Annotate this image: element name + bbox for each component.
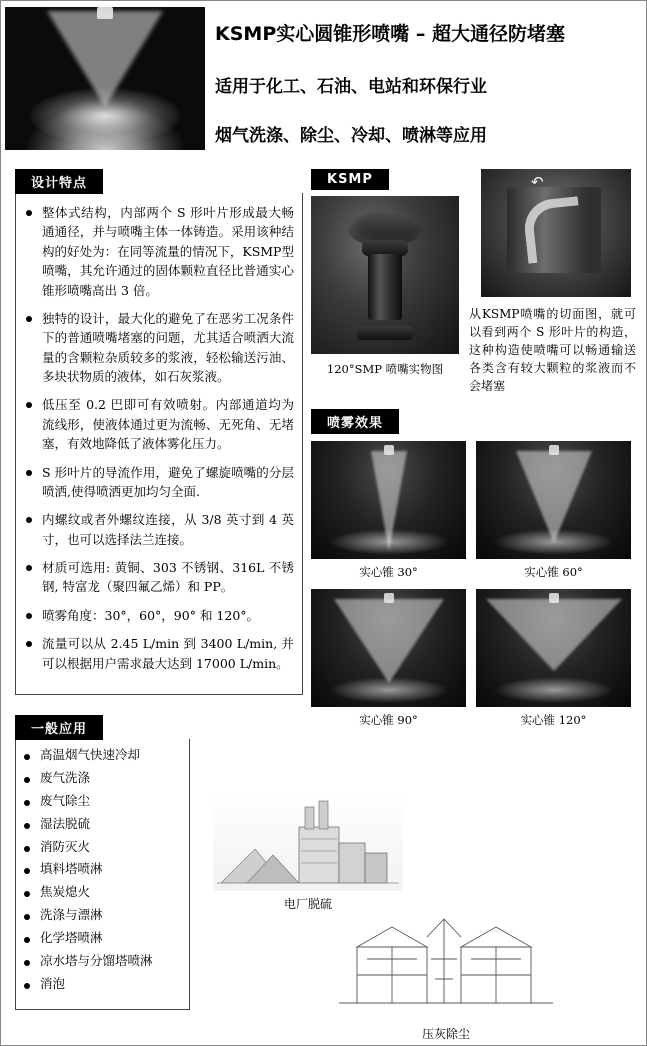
applications-list [18,747,183,993]
spray-impact-glow [329,529,449,555]
dust-removal-drawing [331,913,561,1021]
design-features-title: 设计特点 [15,169,103,194]
list-item: 废气洗涤 [18,770,183,787]
list-item: 湿法脱硫 [18,816,183,833]
nozzle-photo-caption: 120°SMP 喷嘴实物图 [326,362,444,376]
design-features-list [20,203,294,673]
ksmp-cutaway-block [469,169,636,395]
plant-drawing [213,791,403,891]
list-item: 消泡 [18,976,183,993]
list-item: 化学塔喷淋 [18,930,183,947]
spray-pattern-60 [476,441,631,559]
document-header [1,1,646,156]
spray-pattern-60-cell [476,441,631,580]
nozzle-cutaway-photo [481,169,631,297]
spray-caption: 实心锥 120° [520,713,587,727]
list-item: 流量可以从 2.45 L/min 到 3400 L/min, 并可以根据用户需求最大达到 17000 L/min。 [20,634,294,673]
list-item: 消防灭火 [18,839,183,856]
list-item: 废气除尘 [18,793,183,810]
nozzle-photo [311,196,459,354]
spray-effect-grid [311,441,636,728]
ash-dust-removal-illustration [331,913,561,1021]
spray-impact-glow [30,88,180,144]
header-text-block [215,7,642,156]
design-features-box [15,193,303,695]
list-item: 内螺纹或者外螺纹连接，从 3/8 英寸到 4 英寸，也可以选择法兰连接。 [20,510,294,549]
spray-pattern-120 [476,589,631,707]
page-title: KSMP实心圆锥形喷嘴 – 超大通径防堵塞 [215,23,565,45]
spray-impact-glow [494,677,614,703]
list-item: 喷雾角度：30°，60°，90° 和 120°。 [20,606,294,625]
spray-pattern-90 [311,589,466,707]
applications-box [15,739,190,1010]
power-plant-desulfurization-illustration [213,791,403,891]
list-item: 独特的设计，最大化的避免了在恶劣工况条件下的普通喷嘴堵塞的问题，尤其适合喷洒大流量的含颗粒杂质较多的浆液，轻松输送污油、多块状物质的液体，如石灰浆液。 [20,309,294,387]
spray-impact-glow [494,529,614,555]
spray-caption: 实心锥 30° [359,565,418,579]
nozzle-base-icon [357,326,413,340]
right-column [311,169,636,728]
document-page [1,1,646,1045]
spray-caption: 实心锥 60° [524,565,583,579]
spray-cone-shape [334,599,444,683]
flow-arrow-icon: ↶ [531,175,544,191]
spray-cone-photo [5,7,205,150]
cutaway-note: 从KSMP喷嘴的切面图，就可以看到两个 S 形叶片的构造，这种构造使喷嘴可以畅通输送各类含有较大颗粒的浆液而不会堵塞 [469,307,636,393]
list-item: 凉水塔与分馏塔喷淋 [18,953,183,970]
list-item: 焦炭熄火 [18,884,183,901]
header-subtitle-industries: 适用于化工、石油、电站和环保行业 [215,77,487,97]
ksmp-section [311,169,636,395]
list-item: 低压至 0.2 巴即可有效喷射。内部通道均为流线形，使液体通过更为流畅、无死角、无堵塞，有效地降低了液体雾化压力。 [20,395,294,453]
spray-cone-shape [486,599,622,671]
header-subtitle-applications: 烟气洗涤、除尘、冷却、喷淋等应用 [215,126,487,146]
list-item: 洗涤与漂淋 [18,907,183,924]
ksmp-product-block [311,169,459,395]
applications-title: 一般应用 [15,715,103,740]
ksmp-title: KSMP [311,169,389,190]
ash-dust-illustration-block [331,913,561,1042]
list-item: 材质可选用: 黄铜、303 不锈钢、316L 不锈钢, 特富龙（聚四氟乙烯）和 PP。 [20,558,294,597]
spray-effect-section [311,409,636,728]
illustration-caption: 压灰除尘 [421,1027,470,1041]
list-item: 整体式结构，内部两个 S 形叶片形成最大畅通通径，并与喷嘴主体一体铸造。采用该种结构的好处为：在同等流量的情况下，KSMP型喷嘴，其允许通过的固体颗粒直径比普通实心锥形喷嘴高出 3 倍。 [20,203,294,300]
nozzle-body-icon [368,254,402,320]
spray-pattern-30-cell [311,441,466,580]
spray-pattern-90-cell [311,589,466,728]
spray-pattern-30 [311,441,466,559]
list-item: S 形叶片的导流作用，避免了螺旋喷嘴的分层喷洒,使得喷洒更加均匀全面. [20,463,294,502]
spray-caption: 实心锥 90° [359,713,418,727]
illustration-caption: 电厂脱硫 [283,897,332,911]
list-item: 高温烟气快速冷却 [18,747,183,764]
spray-impact-glow [329,677,449,703]
spray-effect-title: 喷雾效果 [311,409,399,434]
power-plant-illustration-block [213,791,403,912]
design-features-section [15,169,303,695]
spray-pattern-120-cell [476,589,631,728]
applications-section [15,715,190,1010]
list-item: 填料塔喷淋 [18,861,183,878]
